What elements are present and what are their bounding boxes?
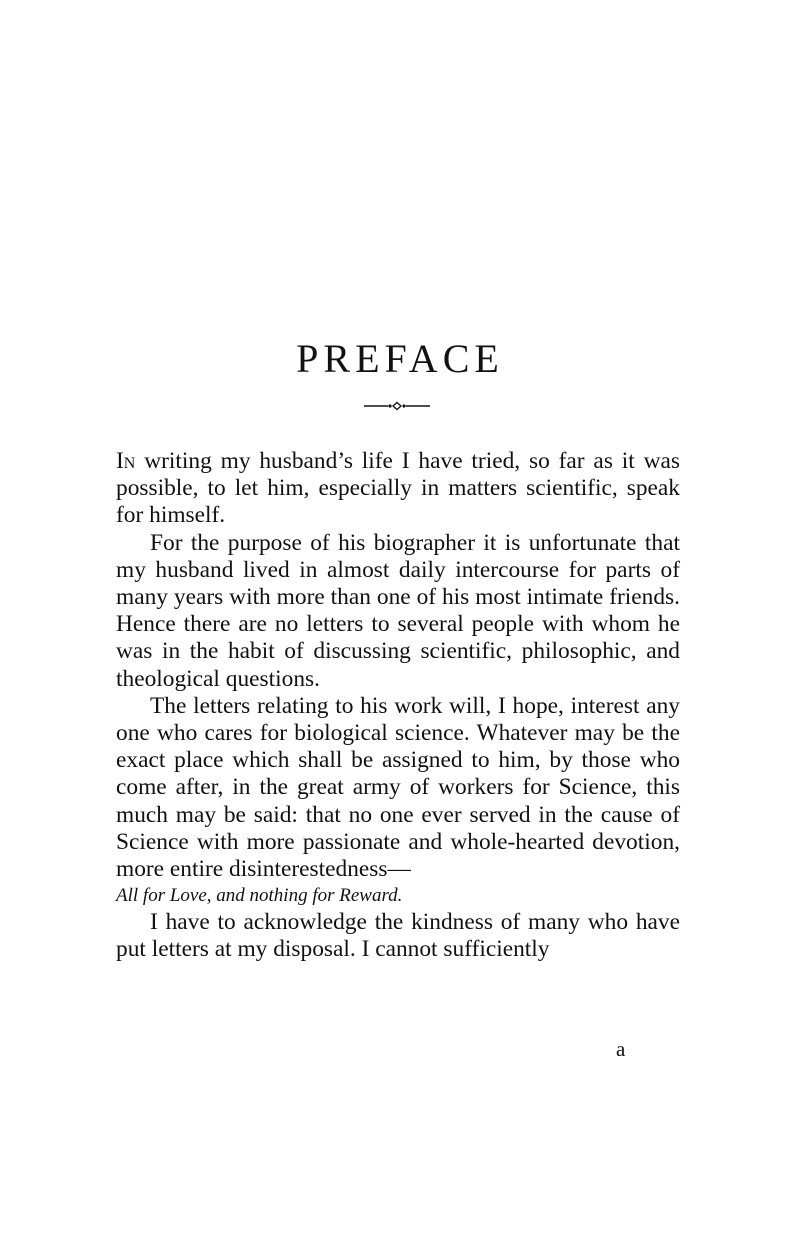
signature-mark: a [616,1037,626,1061]
paragraph-2: For the purpose of his biographer it is unfortunate that my husband lived in almost daily intercourse for parts of many years with more than one of his most intimate friends. Hence there are no letters to several people with whom he was in the habit of discussing scientific, philosophic, and theological questions. [116,529,680,692]
preface-body [116,448,680,964]
paragraph-1 [116,448,680,530]
page-title: PREFACE [296,336,504,381]
dash-diamond-ornament-icon [362,396,432,416]
paragraph-3: The letters relating to his work will, I hope, interest any one who cares for biological science. Whatever may be the exact place which shall be assigned to him, by those who come after, in the great army of workers for Science, this much may be said: that no one ever served in the cause of Science with more passionate and whole-hearted devotion, more entire disinterestedness— [116,692,680,883]
paragraph-1-text: writing my husband’s life I have tried, so far as it was possible, to let him, especially in matters scientific, speak for himself. [116,448,680,529]
motto-line: All for Love, and nothing for Reward. [116,885,403,907]
paragraph-1-lead: In [116,448,136,474]
paragraph-4: I have to acknowledge the kindness of many who have put letters at my disposal. I cannot sufficiently [116,909,680,963]
